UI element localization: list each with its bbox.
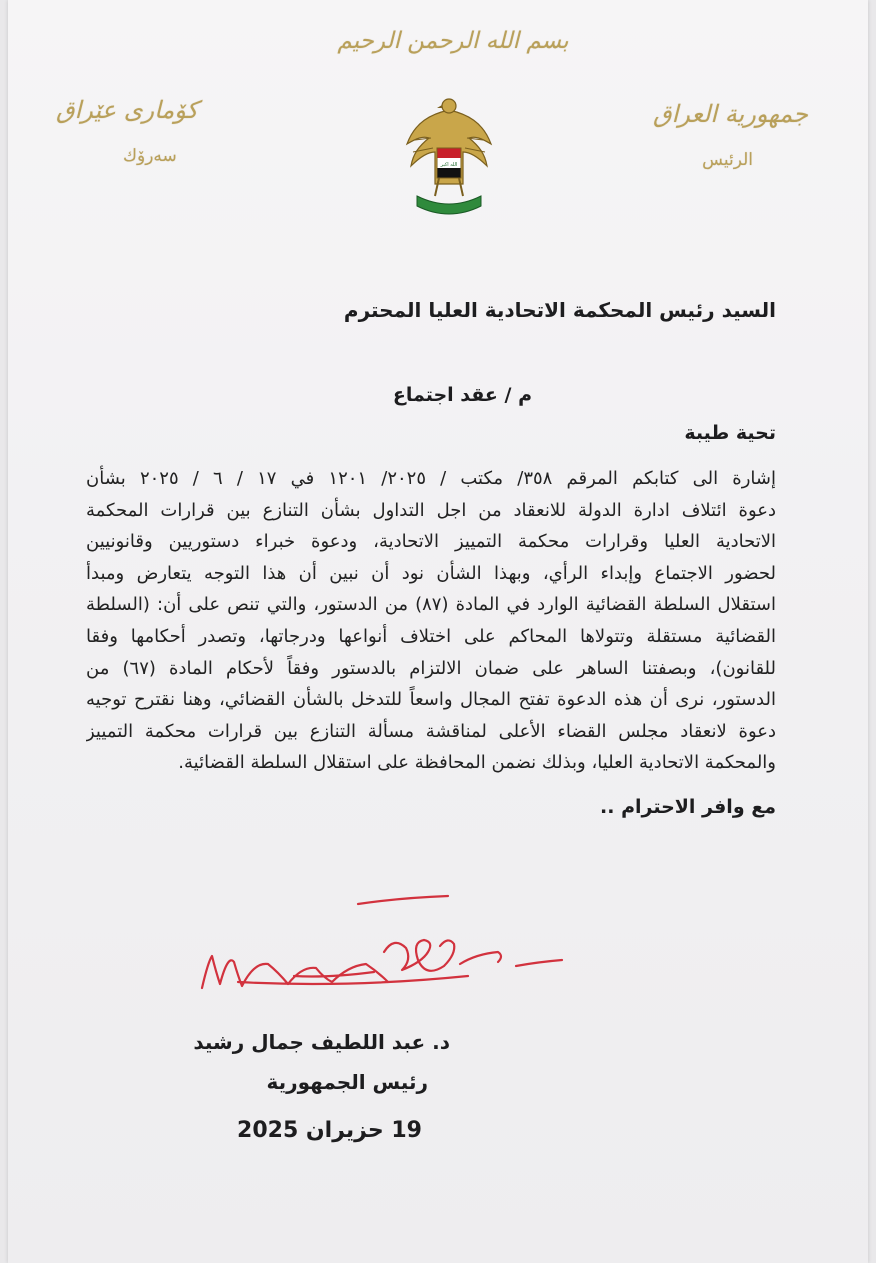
president-label-arabic: الرئيس	[702, 150, 753, 170]
basmala-header: بسم الله الرحمن الرحيم	[337, 28, 569, 54]
body-line: القضائية مستقلة وتتولاها المحاكم على اختلاف أنواعها ودرجاتها، وتصدر أحكامها وفقا	[86, 625, 776, 647]
state-name-arabic: جمهورية العراق	[652, 100, 808, 128]
signatory-title: رئيس الجمهورية	[266, 1070, 428, 1094]
emblem-takbir-text: الله اكبر	[440, 162, 458, 168]
signatory-name: د. عبد اللطيف جمال رشيد	[193, 1030, 450, 1054]
state-name-kurdish: کۆماری عێراق	[56, 96, 199, 124]
body-line: دعوة ائتلاف ادارة الدولة للانعقاد من اجل التداول بشأن التنازع بين قرارات المحكمة	[86, 499, 776, 521]
closing-line: مع وافر الاحترام ..	[600, 796, 776, 818]
body-line: والمحكمة الاتحادية العليا، وبذلك نضمن المحافظة على استقلال السلطة القضائية.	[178, 752, 776, 774]
body-line: للقانون)، وبصفتنا الساهر على ضمان الالتزام بالدستور وفقاً لأحكام المادة (٦٧) من	[86, 657, 776, 679]
letter-body	[86, 463, 776, 779]
body-line: دعوة لانعقاد مجلس القضاء الأعلى لمناقشة مسألة التنازع بين قرارات محكمة التمييز	[86, 720, 776, 742]
president-label-kurdish: سەرۆك	[123, 146, 177, 166]
letter-page	[8, 0, 868, 1263]
subject-line: م / عقد اجتماع	[392, 384, 532, 406]
body-line: إشارة الى كتابكم المرقم ٣٥٨/ مكتب / ٢٠٢٥/ ١٢٠١ في ١٧ / ٦ / ٢٠٢٥ بشأن	[86, 468, 776, 489]
body-line: الدستور، نرى أن هذه الدعوة تفتح المجال واسعاً للتدخل بالشأن القضائي، وهنا نقترح توجيه	[86, 689, 776, 711]
body-line: لحضور الاجتماع وإبداء الرأي، وبهذا الشأن نود أن نبين أن هذا التوجه يتعارض ومبدأ	[86, 562, 776, 584]
body-line: الاتحادية العليا وقرارات محكمة التمييز الاتحادية، ودعوة خبراء دستوريين وقانونيين	[86, 531, 776, 553]
letter-date: 19 حزيران 2025	[237, 1118, 422, 1143]
greeting-line: تحية طيبة	[684, 422, 776, 444]
iraq-eagle-emblem-icon	[401, 92, 497, 222]
body-line: استقلال السلطة القضائية الوارد في المادة (٨٧) من الدستور، والتي تنص على أن: (السلطة	[86, 594, 776, 616]
addressee-line: السيد رئيس المحكمة الاتحادية العليا المحترم	[343, 298, 776, 322]
handwritten-signature	[198, 892, 568, 1002]
